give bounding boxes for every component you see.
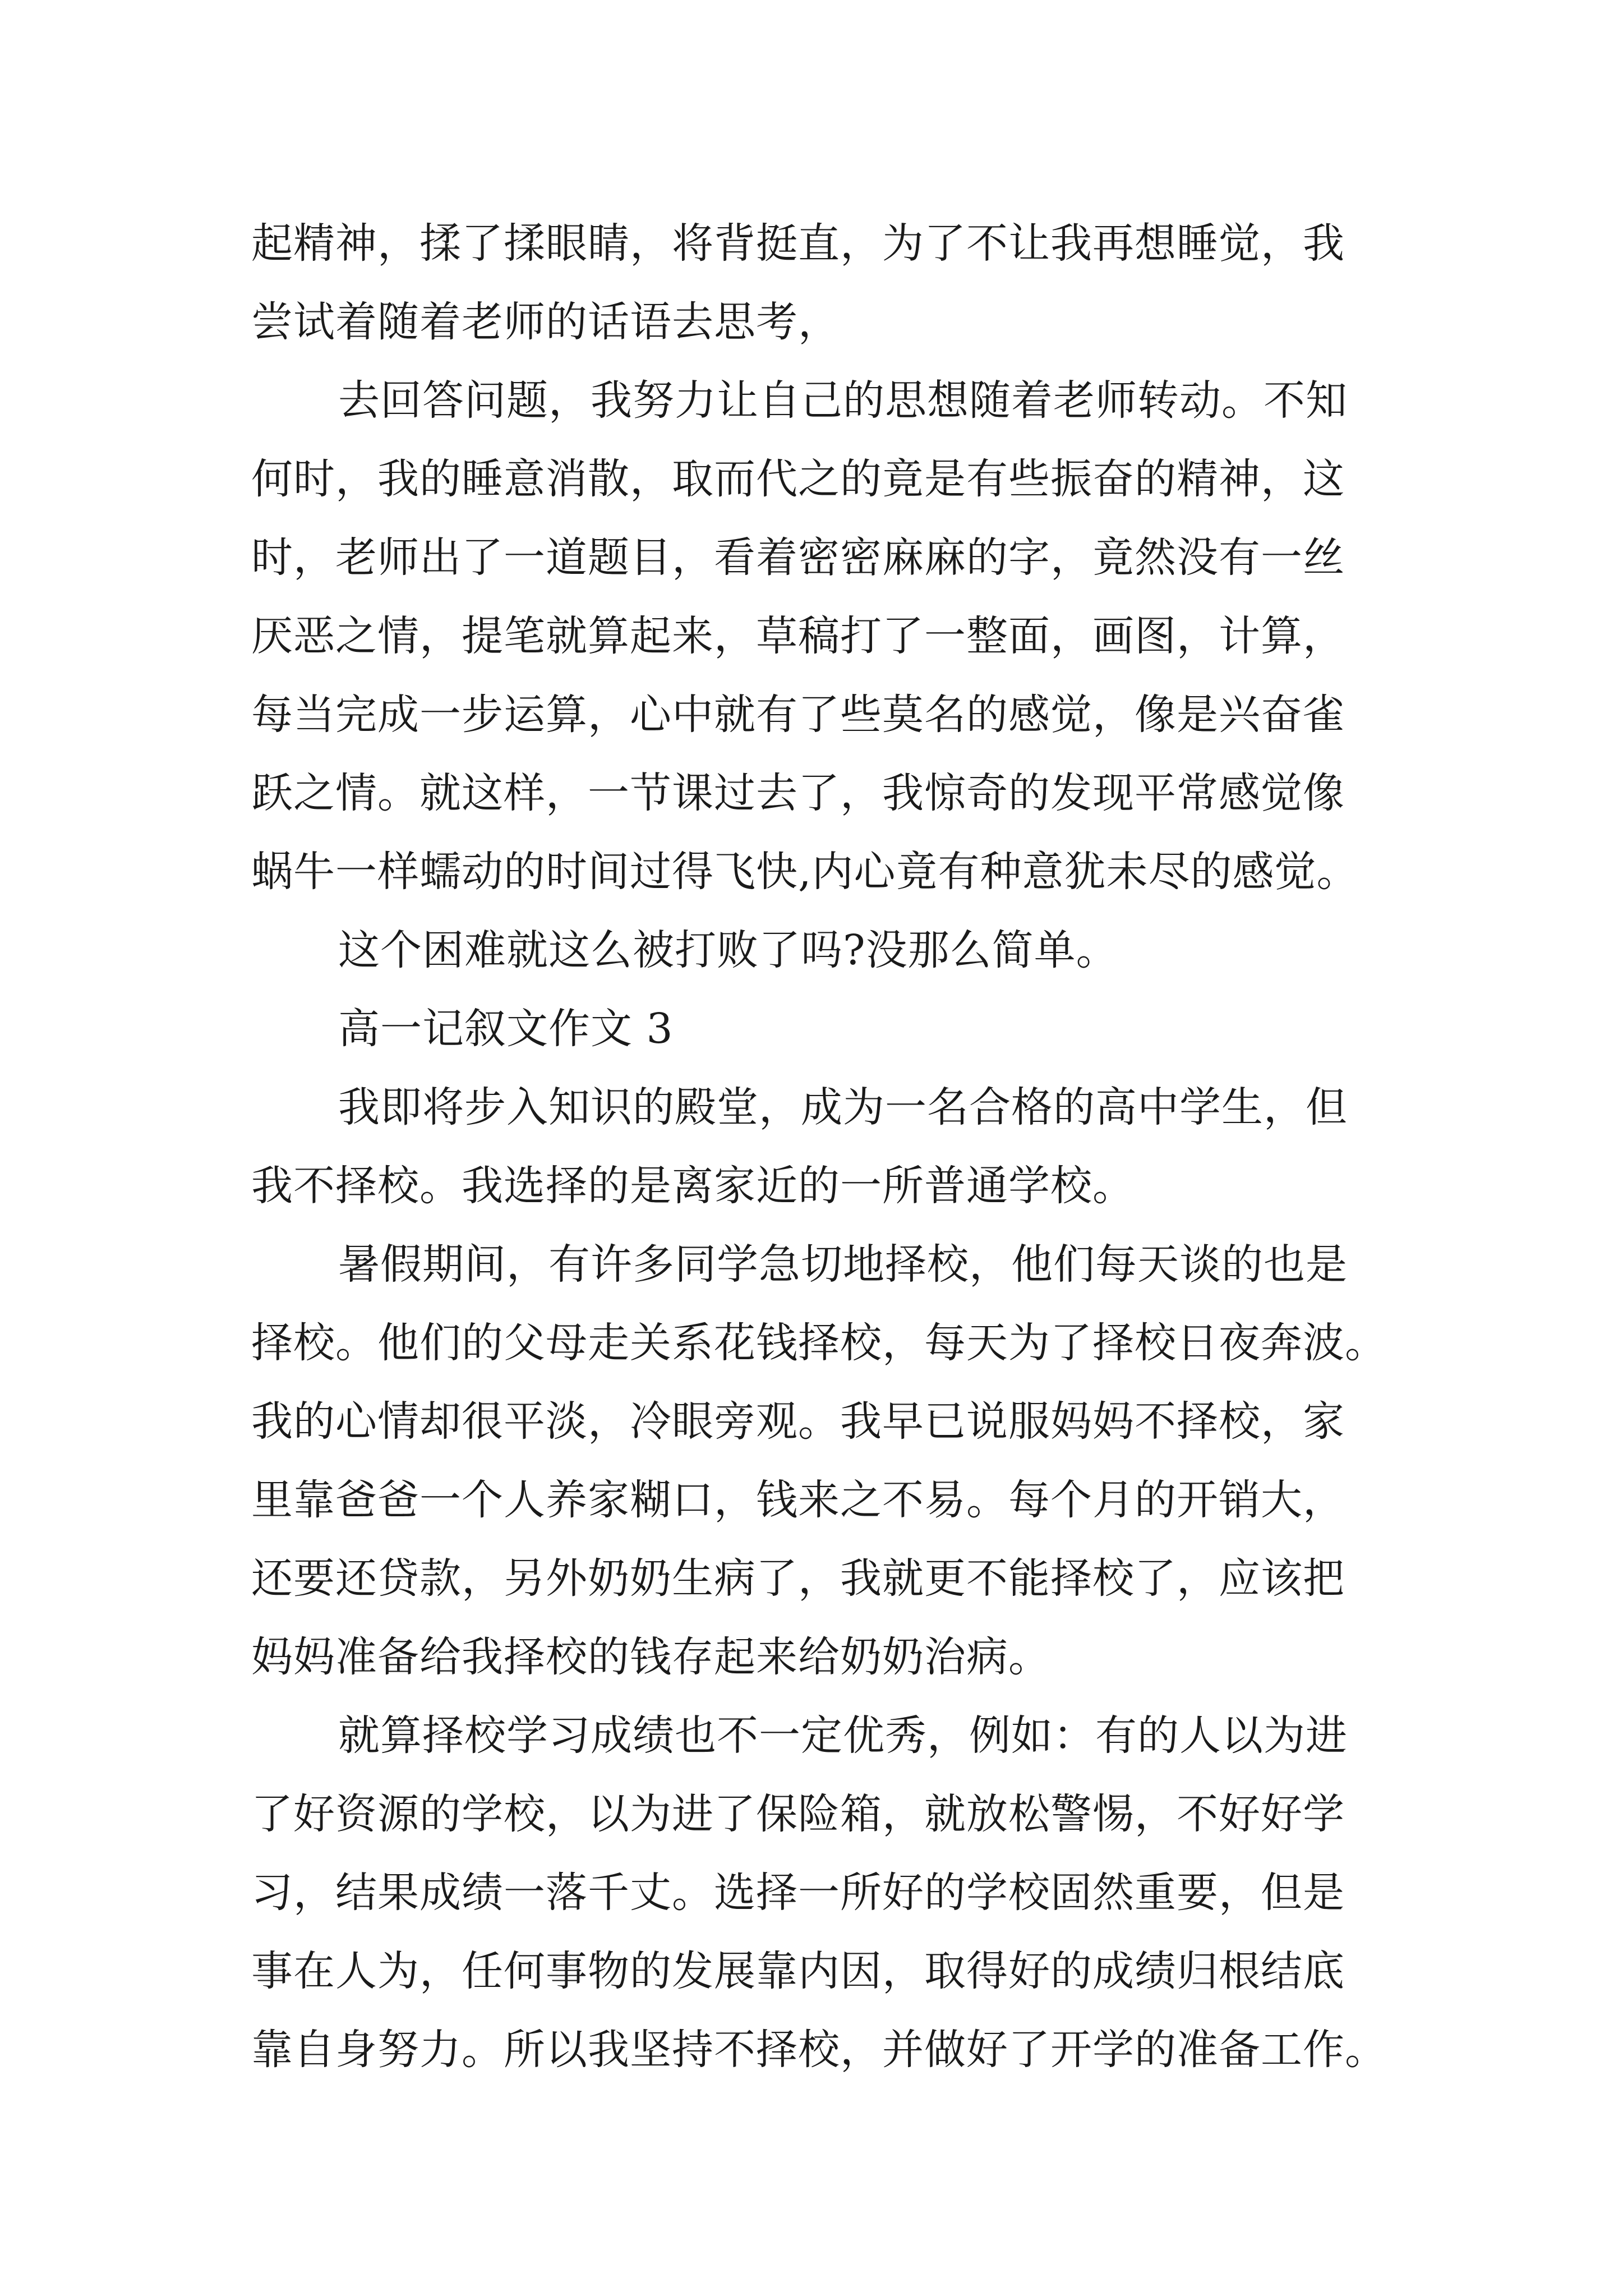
text-line: 妈妈准备给我择校的钱存起来给奶奶治病。 bbox=[251, 1633, 1050, 1681]
paragraph-start: 就算择校学习成绩也不一定优秀，例如：有的人以为进 bbox=[338, 1711, 1348, 1760]
text-line: 厌恶之情，提笔就算起来，草稿打了一整面，画图，计算， bbox=[251, 612, 1345, 660]
text-line: 靠自身努力。所以我坚持不择校，并做好了开学的准备工作。 bbox=[251, 2026, 1387, 2074]
text-line: 了好资源的学校，以为进了保险箱，就放松警惕，不好好学 bbox=[251, 1790, 1345, 1838]
paragraph-start: 这个困难就这么被打败了吗?没那么简单。 bbox=[338, 926, 1118, 974]
text-line: 起精神，揉了揉眼睛，将背挺直，为了不让我再想睡觉，我 bbox=[251, 219, 1345, 268]
text-line: 我不择校。我选择的是离家近的一所普通学校。 bbox=[251, 1162, 1135, 1210]
text-line: 时，老师出了一道题目，看着密密麻麻的字，竟然没有一丝 bbox=[251, 533, 1345, 582]
text-line: 何时，我的睡意消散，取而代之的竟是有些振奋的精神，这 bbox=[251, 455, 1345, 503]
paragraph-start: 我即将步入知识的殿堂，成为一名合格的高中学生，但 bbox=[338, 1083, 1348, 1131]
text-line: 我的心情却很平淡，冷眼旁观。我早已说服妈妈不择校，家 bbox=[251, 1397, 1345, 1446]
text-line: 择校。他们的父母走关系花钱择校，每天为了择校日夜奔波。 bbox=[251, 1319, 1387, 1367]
text-line: 事在人为，任何事物的发展靠内因，取得好的成绩归根结底 bbox=[251, 1947, 1345, 1995]
paragraph-start: 暑假期间，有许多同学急切地择校，他们每天谈的也是 bbox=[338, 1240, 1348, 1289]
text-line: 尝试着随着老师的话语去思考， bbox=[251, 298, 840, 346]
text-line: 习，结果成绩一落千丈。选择一所好的学校固然重要，但是 bbox=[251, 1869, 1345, 1917]
text-line: 里靠爸爸一个人养家糊口，钱来之不易。每个月的开销大， bbox=[251, 1476, 1345, 1524]
text-line: 每当完成一步运算，心中就有了些莫名的感觉，像是兴奋雀 bbox=[251, 691, 1345, 739]
paragraph-start: 去回答问题，我努力让自己的思想随着老师转动。不知 bbox=[338, 376, 1348, 425]
text-line: 还要还贷款，另外奶奶生病了，我就更不能择校了，应该把 bbox=[251, 1554, 1345, 1603]
text-line: 蜗牛一样蠕动的时间过得飞快,内心竟有种意犹未尽的感觉。 bbox=[251, 848, 1359, 896]
section-heading: 高一记叙文作文 3 bbox=[338, 1005, 674, 1053]
text-line: 跃之情。就这样，一节课过去了，我惊奇的发现平常感觉像 bbox=[251, 769, 1345, 817]
